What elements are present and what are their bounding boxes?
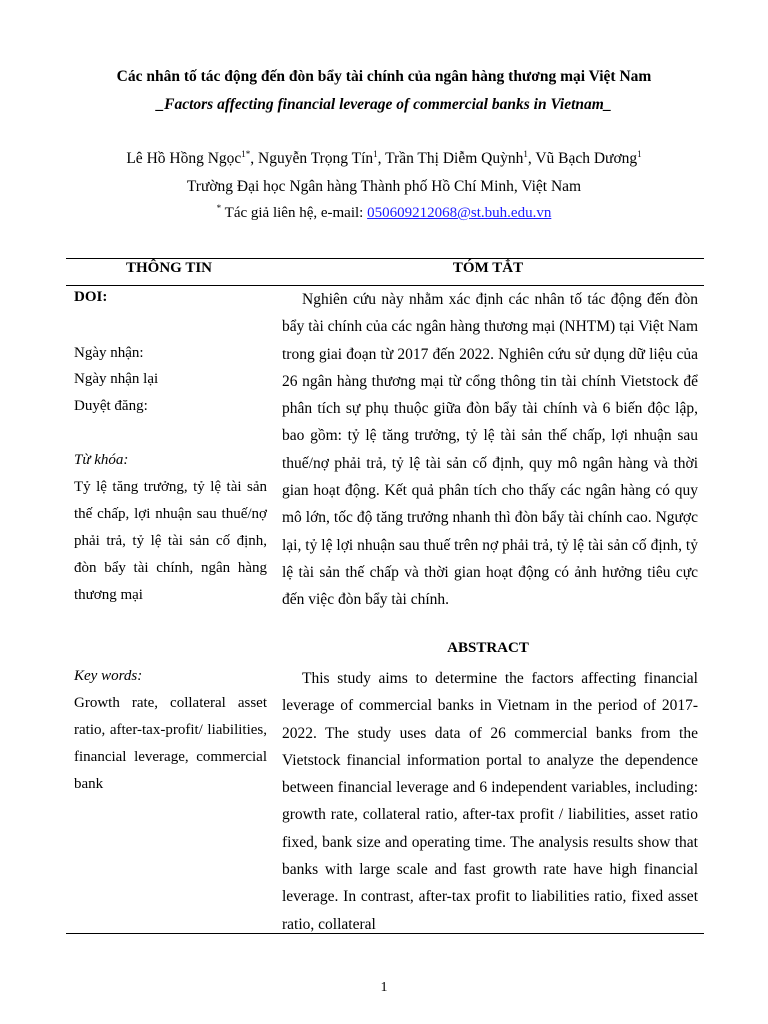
author-affil-mark: 1 <box>373 149 378 159</box>
author-affil-mark: 1* <box>241 149 251 159</box>
keywords-en-label: Key words: <box>74 668 143 684</box>
author-affil-mark: 1 <box>523 149 528 159</box>
contact-label: Tác giả liên hệ, e-mail: <box>221 205 368 221</box>
corresponding-mark: * <box>216 203 222 213</box>
abstract-en: This study aims to determine the factors affecting financial leverage of commercial banks in Vietnam in the period of 2017-2022. The study uses data of 26 commercial banks from the Vietstock financial information portal to analyze the dependence between financial leverage and 6 independent variables, including: growth rate, collateral ratio, after-tax profit / liabilities, asset ratio fixed, bank size and operating time. The analysis results show that banks with large scale and fast growth rate have high financial leverage. In contrast, after-tax profit to liabilities ratio, fixed asset ratio, collateral <box>282 670 698 933</box>
table-top-rule <box>66 258 704 259</box>
email-link[interactable]: 050609212068@st.buh.edu.vn <box>367 205 552 221</box>
table-bottom-rule <box>66 933 704 934</box>
info-column-header: THÔNG TIN <box>126 260 212 276</box>
affiliation: Trường Đại học Ngân hàng Thành phố Hồ Chí Minh, Việt Nam <box>186 178 582 195</box>
revised-label: Ngày nhận lại <box>74 371 159 387</box>
author-name: Lê Hồ Hồng Ngọc <box>126 150 242 167</box>
author-name: , Trần Thị Diễm Quỳnh <box>377 150 524 167</box>
keywords-vn: Tỷ lệ tăng trưởng, tỷ lệ tài sản thế chấp, lợi nhuận sau thuế/nợ phải trả, tỷ lệ tài sản cố định, đòn bẩy tài chính, ngân hàng thương mại <box>74 479 267 603</box>
contact-line <box>0 205 768 222</box>
keywords-vn-label: Từ khóa: <box>74 452 129 468</box>
received-label: Ngày nhận: <box>74 345 144 361</box>
paper-title-vn: Các nhân tố tác động đến đòn bẩy tài chính của ngân hàng thương mại Việt Nam <box>116 68 652 85</box>
abstract-heading: ABSTRACT <box>447 640 529 656</box>
doi-label: DOI: <box>74 289 108 305</box>
summary-column-header: TÓM TẮT <box>452 260 524 276</box>
author-affil-mark: 1 <box>637 149 642 159</box>
author-name: , Nguyễn Trọng Tín <box>250 150 374 167</box>
page-number: 1 <box>380 980 388 995</box>
keywords-en: Growth rate, collateral asset ratio, after-tax-profit/ liabilities, financial leverage, commercial bank <box>74 695 267 792</box>
author-name: , Vũ Bạch Dương <box>527 150 638 167</box>
summary-vn: Nghiên cứu này nhằm xác định các nhân tố tác động đến đòn bẩy tài chính của các ngân hàng thương mại (NHTM) tại Việt Nam trong giai đoạn từ 2017 đến 2022. Nghiên cứu sử dụng dữ liệu của 26 ngân hàng thương mại từ cổng thông tin tài chính Vietstock để phân tích sự phụ thuộc giữa đòn bẩy tài chính và 6 biến độc lập, bao gồm: tỷ lệ tăng trưởng, tỷ lệ tài sản thế chấp, lợi nhuận sau thuế/nợ phải trả, tỷ lệ tài sản cố định, quy mô ngân hàng và thời gian hoạt động. Kết quả phân tích cho thấy các ngân hàng có quy mô lớn, tốc độ tăng trưởng nhanh thì đòn bẩy tài chính cao. Ngược lại, tỷ lệ lợi nhuận sau thuế trên nợ phải trả, tỷ lệ tài sản cố định, tỷ lệ tài sản thế chấp và thời gian hoạt động có ảnh hưởng tiêu cực đến việc đòn bẩy tài chính. <box>282 291 698 609</box>
paper-title-en: _Factors affecting financial leverage of commercial banks in Vietnam_ <box>156 96 612 113</box>
approved-label: Duyệt đăng: <box>74 398 148 414</box>
author-list <box>0 150 768 168</box>
